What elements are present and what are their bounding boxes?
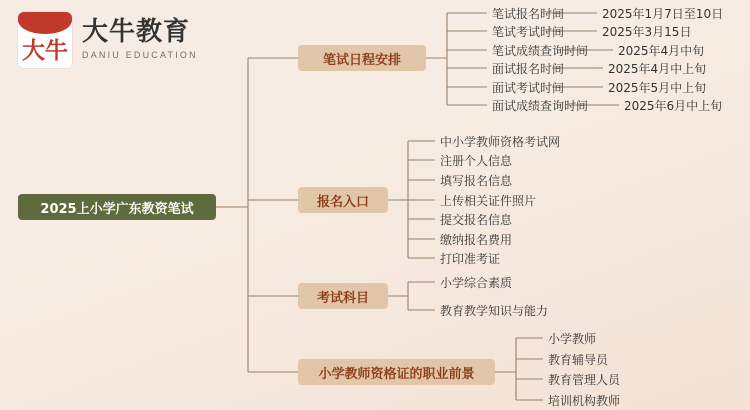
- leaf-label: 面试成绩查询时间: [492, 98, 589, 113]
- leaf-value: 2025年6月中上旬: [624, 98, 723, 113]
- leaf-value: 2025年4月中旬: [618, 43, 705, 58]
- leaf-value: 2025年5月中上旬: [608, 80, 707, 95]
- leaf-label: 提交报名信息: [440, 212, 513, 227]
- leaf-label: 教育管理人员: [548, 372, 621, 387]
- leaf-label: 笔试考试时间: [492, 24, 565, 39]
- leaf-label: 笔试报名时间: [492, 6, 565, 21]
- leaf-label: 教育教学知识与能力: [440, 303, 549, 318]
- leaf-value: 2025年3月15日: [602, 24, 692, 39]
- leaf-label: 缴纳报名费用: [440, 232, 513, 247]
- leaf-label: 中小学教师资格考试网: [440, 134, 561, 149]
- branch-node-exam-subjects[interactable]: 考试科目: [298, 283, 388, 309]
- mindmap-root-node[interactable]: 2025上小学广东教资笔试: [18, 194, 216, 220]
- logo-badge-char: 大牛: [22, 38, 68, 64]
- branch-node-exam-schedule[interactable]: 笔试日程安排: [298, 45, 426, 71]
- logo-badge-icon: [18, 12, 72, 68]
- logo-name-en: DANIU EDUCATION: [82, 50, 198, 61]
- brand-logo: [18, 12, 198, 68]
- leaf-label: 填写报名信息: [440, 173, 513, 188]
- leaf-label: 注册个人信息: [440, 153, 513, 168]
- leaf-label: 教育辅导员: [548, 352, 609, 367]
- branch-node-registration-entry[interactable]: 报名入口: [298, 187, 388, 213]
- leaf-label: 上传相关证件照片: [440, 193, 537, 208]
- leaf-label: 培训机构教师: [548, 393, 621, 408]
- logo-text: [82, 19, 198, 61]
- leaf-label: 小学教师: [548, 331, 597, 346]
- leaf-label: 笔试成绩查询时间: [492, 43, 589, 58]
- leaf-label: 小学综合素质: [440, 275, 513, 290]
- logo-roof-shape: [18, 12, 72, 34]
- leaf-value: 2025年4月中上旬: [608, 61, 707, 76]
- leaf-label: 面试考试时间: [492, 80, 565, 95]
- leaf-value: 2025年1月7日至10日: [602, 6, 724, 21]
- leaf-label: 面试报名时间: [492, 61, 565, 76]
- logo-name-cn: 大牛教育: [82, 17, 191, 48]
- leaf-label: 打印准考证: [440, 251, 501, 266]
- branch-node-career-prospects[interactable]: 小学教师资格证的职业前景: [298, 359, 495, 385]
